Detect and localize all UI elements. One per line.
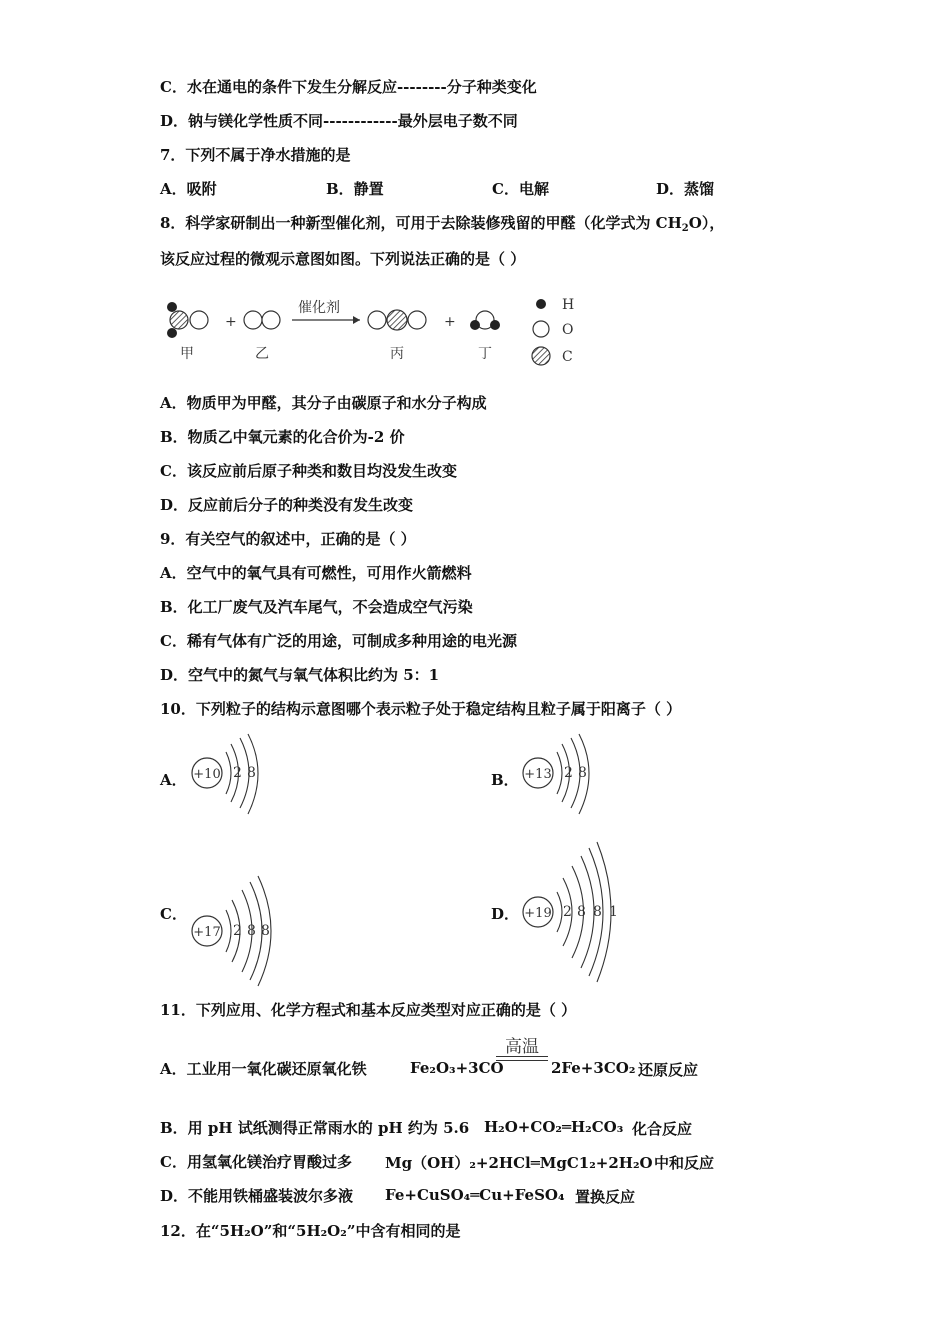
molecule-oxygen (244, 311, 280, 329)
q11-a-equals (496, 1056, 548, 1061)
q7-option-a: A．吸附 (160, 180, 217, 198)
q11-a-condition: 高温 (505, 1037, 539, 1057)
q12-stem: 12．在“5H₂O”和“5H₂O₂”中含有相同的是 (160, 1222, 461, 1240)
q11-b-type: 化合反应 (632, 1120, 693, 1138)
q8-option-c: C．该反应前后原子种类和数目均没发生改变 (160, 462, 457, 480)
shell-d-3: 8 (593, 904, 602, 920)
q9-option-b: B．化工厂废气及汽车尾气，不会造成空气污染 (160, 598, 473, 616)
q10-stem: 10．下列粒子的结构示意图哪个表示粒子处于稳定结构且粒子属于阳离子（ ） (160, 700, 682, 718)
shell-d-2: 8 (577, 904, 586, 920)
q11-option-a: A．工业用一氧化碳还原氧化铁 (160, 1060, 367, 1078)
shell-d-1: 2 (563, 904, 572, 920)
q9-stem: 9．有关空气的叙述中，正确的是（ ） (160, 530, 416, 548)
q11-c-equation: Mg（OH）₂+2HCl═MgC1₂+2H₂O (385, 1154, 653, 1172)
q10-option-c-letter: C． (160, 905, 187, 923)
q9-option-a: A．空气中的氧气具有可燃性，可用作火箭燃料 (160, 564, 472, 582)
q8-stem-line2: 该反应过程的微观示意图如图。下列说法正确的是（ ） (160, 250, 526, 268)
legend-o: O (562, 322, 574, 338)
q7-stem: 7．下列不属于净水措施的是 (160, 146, 351, 164)
q11-stem: 11．下列应用、化学方程式和基本反应类型对应正确的是（ ） (160, 1001, 577, 1019)
q9-option-d: D．空气中的氮气与氧气体积比约为 5：1 (160, 666, 440, 684)
molecule-formaldehyde (167, 302, 208, 338)
shell-b-2: 8 (578, 765, 587, 781)
q10-option-a-letter: A． (160, 771, 187, 789)
nucleus-c: +17 (193, 925, 221, 940)
plus-sign-2: + (444, 314, 456, 330)
q11-option-d: D．不能用铁桶盛装波尔多液 (160, 1187, 354, 1205)
molecule-carbon-dioxide (368, 310, 426, 330)
q11-d-equation: Fe+CuSO₄═Cu+FeSO₄ (385, 1186, 565, 1204)
legend (532, 297, 574, 365)
q8-option-a: A．物质甲为甲醛，其分子由碳原子和水分子构成 (160, 394, 487, 412)
label-ding: 丁 (478, 346, 492, 362)
nucleus-a: +10 (193, 767, 221, 782)
shell-a-2: 8 (247, 765, 256, 781)
shell-c-3: 8 (261, 923, 270, 939)
q11-c-type: 中和反应 (654, 1154, 715, 1172)
q8-option-d: D．反应前后分子的种类没有发生改变 (160, 496, 414, 514)
reaction-diagram (160, 290, 600, 372)
plus-sign: + (225, 314, 237, 330)
q7-option-b: B．静置 (326, 180, 384, 198)
q11-b-equation: H₂O+CO₂═H₂CO₃ (484, 1118, 624, 1136)
label-bing: 丙 (390, 346, 404, 362)
q10-option-d-letter: D． (491, 905, 520, 923)
q11-a-type: 还原反应 (638, 1061, 699, 1079)
atom-diagram-c (186, 872, 286, 988)
label-jia: 甲 (180, 346, 194, 362)
nucleus-b: +13 (524, 767, 552, 782)
shell-a-1: 2 (233, 765, 242, 781)
q9-option-c: C．稀有气体有广泛的用途，可制成多种用途的电光源 (160, 632, 517, 650)
q11-a-right: 2Fe+3CO₂ (551, 1059, 636, 1077)
shell-c-2: 8 (247, 923, 256, 939)
q10-option-b-letter: B． (491, 771, 519, 789)
shell-b-1: 2 (564, 765, 573, 781)
q6-option-d: D．钠与镁化学性质不同------------最外层电子数不同 (160, 112, 518, 130)
atom-diagram-b (517, 730, 607, 820)
atom-diagram-d (517, 838, 627, 988)
q6-option-c: C．水在通电的条件下发生分解反应--------分子种类变化 (160, 78, 537, 96)
q11-option-c: C．用氢氧化镁治疗胃酸过多 (160, 1153, 352, 1171)
shell-c-1: 2 (233, 923, 242, 939)
q7-option-c: C．电解 (492, 180, 549, 198)
nucleus-d: +19 (524, 906, 552, 921)
molecule-water (470, 311, 500, 330)
catalyst-label: 催化剂 (298, 300, 340, 316)
q11-a-left: Fe₂O₃+3CO (410, 1059, 504, 1077)
q8-stem-line1: 8．科学家研制出一种新型催化剂，可用于去除装修残留的甲醛（化学式为 $CH_2O$）， (160, 214, 725, 234)
shell-d-4: 1 (609, 904, 618, 920)
q8-option-b: B．物质乙中氧元素的化合价为-2 价 (160, 428, 405, 446)
legend-c: C (562, 349, 573, 365)
legend-h: H (562, 297, 575, 313)
q11-d-type: 置换反应 (575, 1188, 636, 1206)
atom-diagram-a (186, 730, 276, 820)
q11-option-b: B．用 pH 试纸测得正常雨水的 pH 约为 5.6 (160, 1119, 470, 1137)
label-yi: 乙 (255, 346, 269, 362)
q7-option-d: D．蒸馏 (656, 180, 715, 198)
